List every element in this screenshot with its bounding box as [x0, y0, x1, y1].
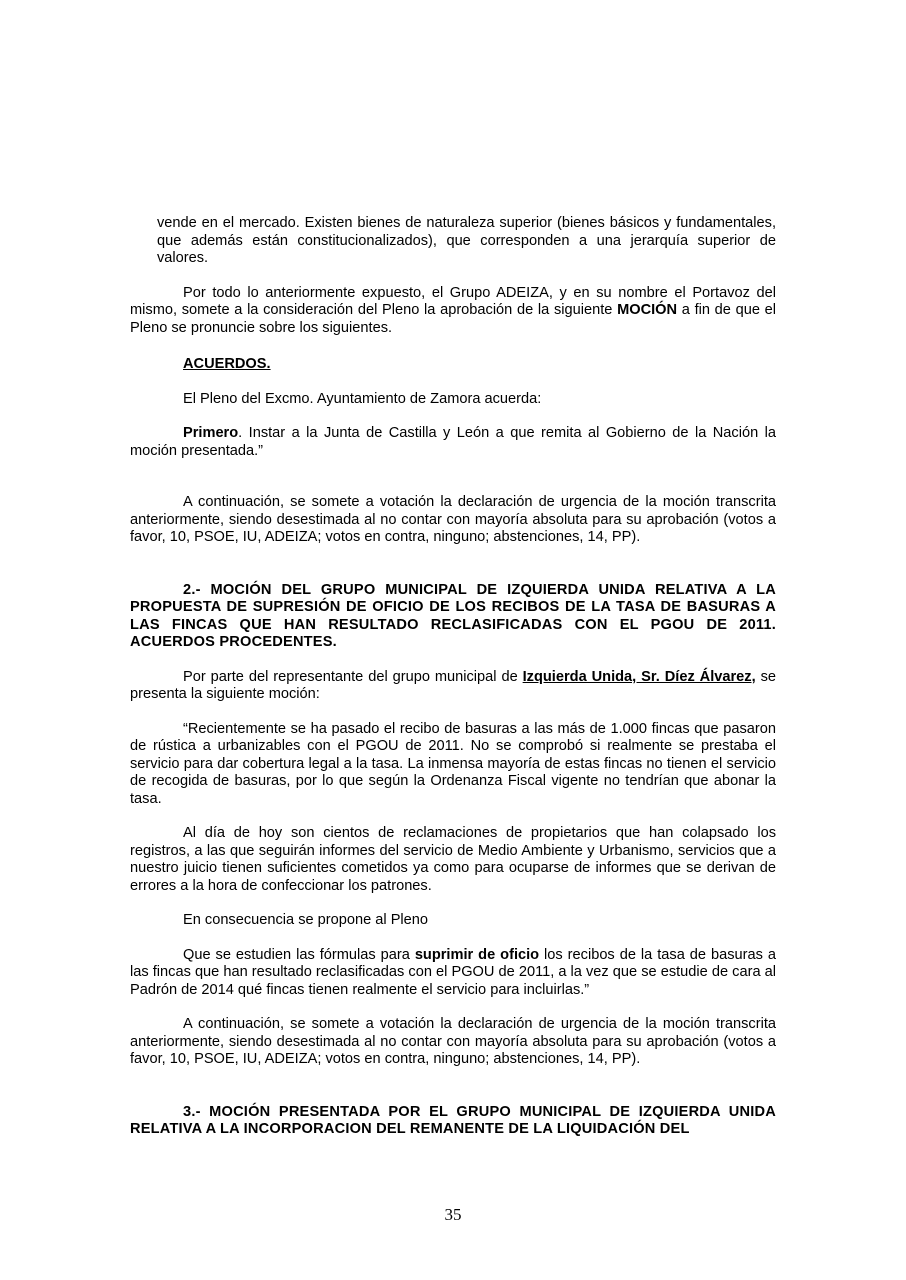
proposal-text-end: los recibos de la tasa de basuras a las fincas que han resultado reclasificadas con el PGOU de 2011, a la vez que se estudie de cara al Padrón de 2014 qué fincas tienen realmente el servicio para incluirlas.”	[130, 946, 776, 998]
acuerdos-heading: ACUERDOS.	[183, 356, 271, 372]
section-2-heading: 2.- MOCIÓN DEL GRUPO MUNICIPAL DE IZQUIERDA UNIDA RELATIVA A LA PROPUESTA DE SUPRESIÓN DE OFICIO DE LOS RECIBOS DE LA TASA DE BASURAS A LAS FINCAS QUE HAN RESULTADO RECLASIFICADAS CON EL PGOU DE 2011. ACUERDOS PROCEDENTES.	[130, 581, 776, 650]
suprimir-de-oficio: suprimir de oficio	[414, 946, 540, 963]
consecuencia-paragraph: En consecuencia se propone al Pleno	[183, 912, 429, 928]
section-3-heading: 3.- MOCIÓN PRESENTADA POR EL GRUPO MUNICIPAL DE IZQUIERDA UNIDA RELATIVA A LA INCORPORACION DEL REMANENTE DE LA LIQUIDACIÓN DEL	[130, 1103, 776, 1137]
proposal-text: Que se estudien las fórmulas para	[183, 946, 415, 963]
vote-result-paragraph-2: A continuación, se somete a votación la declaración de urgencia de la moción transcrita anteriormente, siendo desestimada al no contar con mayoría absoluta para su aprobación (votos a favor, 10, PSOE, IU, ADEIZA; votos en contra, ninguno; abstenciones, 14, PP).	[130, 1016, 776, 1067]
continuation-paragraph: vende en el mercado. Existen bienes de naturaleza superior (bienes básicos y fundamentales, que además están constitucionalizados), que corresponden a una jerarquía superior de valores.	[157, 215, 776, 266]
representative-paragraph	[130, 669, 776, 704]
primero-text: . Instar a la Junta de Castilla y León a que remita al Gobierno de la Nación la moción presentada.”	[130, 425, 776, 459]
primero-paragraph	[130, 425, 776, 460]
motion-paragraph-1: “Recientemente se ha pasado el recibo de basuras a las más de 1.000 fincas que pasaron de rústica a urbanizables con el PGOU de 2011. No se comprobó si realmente se prestaba el servicio para dar cobertura legal a la tasa. La inmensa mayoría de estas fincas no tienen el servicio de recogida de basuras, por lo que según la Ordenanza Fiscal vigente no tendrían que abonar la tasa.	[130, 720, 776, 807]
primero-label: Primero	[183, 425, 239, 441]
vote-result-paragraph-1: A continuación, se somete a votación la declaración de urgencia de la moción transcrita anteriormente, siendo desestimada al no contar con mayoría absoluta para su aprobación (votos a favor, 10, PSOE, IU, ADEIZA; votos en contra, ninguno; abstenciones, 14, PP).	[130, 494, 776, 545]
representative-name: Izquierda Unida, Sr. Díez Álvarez,	[522, 668, 756, 685]
motion-introduction-paragraph	[130, 285, 776, 338]
pleno-acuerda-paragraph: El Pleno del Excmo. Ayuntamiento de Zamora acuerda:	[183, 390, 542, 407]
document-body	[130, 215, 776, 1139]
mocion-keyword: MOCIÓN	[617, 302, 678, 318]
proposal-paragraph	[130, 947, 776, 1000]
page-number: 35	[444, 1205, 462, 1224]
representative-text-end: se presenta la siguiente moción:	[130, 668, 776, 702]
motion-paragraph-2: Al día de hoy son cientos de reclamaciones de propietarios que han colapsado los registros, a las que seguirán informes del servicio de Medio Ambiente y Urbanismo, servicios que a nuestro juicio tienen suficientes cometidos ya como para ocuparse de informes que se derivan de errores a la hora de confeccionar los patrones.	[130, 825, 776, 894]
intro-text-end: a fin de que el Pleno se pronuncie sobre los siguientes.	[130, 302, 776, 336]
intro-text: Por todo lo anteriormente expuesto, el Grupo ADEIZA, y en su nombre el Portavoz del mismo, somete a la consideración del Pleno la aprobación de la siguiente	[130, 284, 776, 318]
representative-text: Por parte del representante del grupo municipal de	[183, 668, 523, 685]
